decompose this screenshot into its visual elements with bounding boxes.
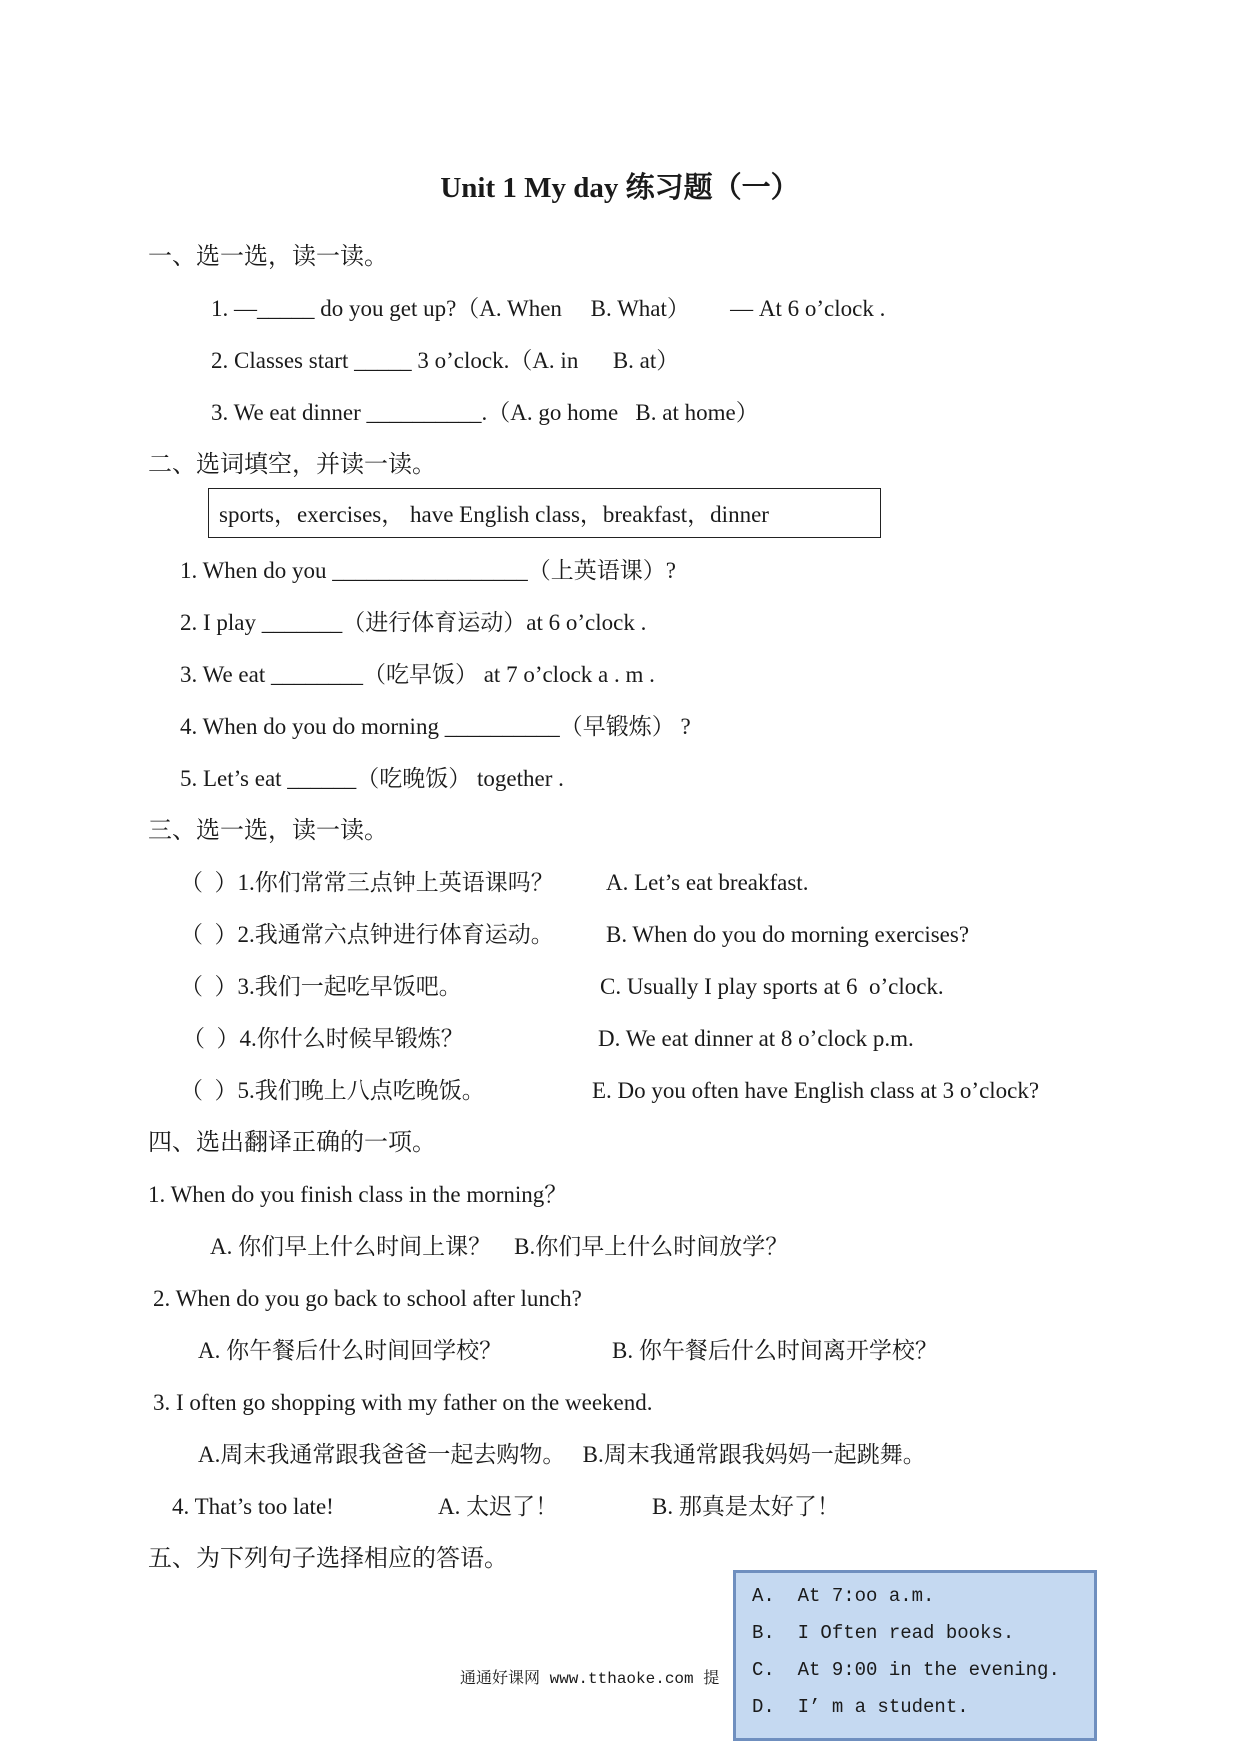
translate-options-1: A. 你们早上什么时间上课？ B.你们早上什么时间放学？ — [210, 1234, 789, 1259]
translate-question-3: 3. I often go shopping with my father on the weekend. — [153, 1390, 653, 1415]
translate-option-2a: A. 你午餐后什么时间回学校？ — [198, 1338, 503, 1363]
translate-question-4: 4. That’s too late! — [172, 1494, 334, 1519]
match-question-5: （ ）5.我们晚上八点吃晚饭。 — [180, 1078, 485, 1103]
match-question-3: （ ）3.我们一起吃早饭吧。 — [180, 974, 462, 999]
match-question-1: （ ）1.你们常常三点钟上英语课吗？ — [180, 870, 554, 895]
answer-option-b: B. I Often read books. — [752, 1622, 1015, 1644]
answer-option-a: A. At 7:oo a.m. — [752, 1585, 935, 1607]
section1-question-2: 2. Classes start _____ 3 o’clock.（A. in B. at） — [211, 348, 680, 373]
section2-question-4: 4. When do you do morning __________（早锻炼） ? — [180, 714, 691, 739]
section1-question-1: 1. —_____ do you get up?（A. When B. What） — At 6 o’clock . — [211, 296, 886, 321]
section2-question-5: 5. Let’s eat ______（吃晚饭） together . — [180, 766, 564, 791]
word-bank-text: sports，exercises， have English class，breakfast，dinner — [219, 502, 769, 527]
page-title: Unit 1 My day 练习题（一） — [440, 172, 800, 204]
translate-option-4b: B. 那真是太好了！ — [652, 1494, 840, 1519]
section1-question-3: 3. We eat dinner __________.（A. go home B. at home） — [211, 400, 759, 425]
section2-heading: 二、选词填空，并读一读。 — [148, 452, 436, 478]
section3-heading: 三、选一选，读一读。 — [148, 818, 388, 844]
match-answer-b: B. When do you do morning exercises? — [606, 922, 970, 947]
section2-question-3: 3. We eat ________（吃早饭） at 7 o’clock a . m . — [180, 662, 655, 687]
match-answer-e: E. Do you often have English class at 3 o’clock? — [592, 1078, 1040, 1103]
word-bank-box — [208, 488, 881, 538]
section1-heading: 一、选一选，读一读。 — [148, 244, 388, 270]
section2-question-1: 1. When do you _________________（上英语课）? — [180, 558, 676, 583]
translate-options-3: A.周末我通常跟我爸爸一起去购物。 B.周末我通常跟我妈妈一起跳舞。 — [198, 1442, 926, 1467]
translate-question-2: 2. When do you go back to school after lunch? — [153, 1286, 582, 1311]
section5-heading: 五、为下列句子选择相应的答语。 — [148, 1546, 508, 1572]
match-answer-d: D. We eat dinner at 8 o’clock p.m. — [598, 1026, 914, 1051]
footer-watermark: 通通好课网 www.tthaoke.com 提 — [460, 1670, 720, 1688]
section4-heading: 四、选出翻译正确的一项。 — [148, 1130, 436, 1156]
answer-option-c: C. At 9:00 in the evening. — [752, 1659, 1060, 1681]
section2-question-2: 2. I play _______（进行体育运动）at 6 o’clock . — [180, 610, 647, 635]
translate-question-1: 1. When do you finish class in the morning？ — [148, 1182, 568, 1207]
match-question-2: （ ）2.我通常六点钟进行体育运动。 — [180, 922, 554, 947]
answer-option-d: D. I’ m a student. — [752, 1696, 969, 1718]
match-answer-c: C. Usually I play sports at 6 o’clock. — [600, 974, 944, 999]
translate-option-2b: B. 你午餐后什么时间离开学校？ — [612, 1338, 938, 1363]
match-answer-a: A. Let’s eat breakfast. — [606, 870, 809, 895]
match-question-4: （ ）4.你什么时候早锻炼？ — [182, 1026, 464, 1051]
translate-option-4a: A. 太迟了！ — [438, 1494, 559, 1519]
answer-options-box — [733, 1570, 1097, 1741]
